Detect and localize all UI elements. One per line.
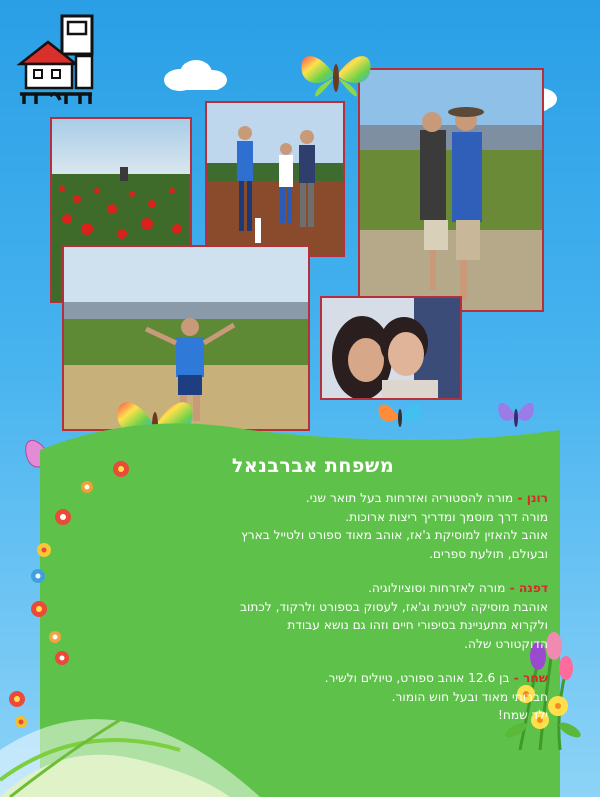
member-text: ובעולם, תולעת ספרים.: [429, 546, 548, 561]
member-block-shahar: [78, 669, 548, 725]
cloud-left: [158, 58, 230, 92]
member-text: ילד שמח!: [498, 708, 548, 722]
member-name: שחר: [523, 671, 548, 685]
photo-tree-planting: [205, 101, 345, 257]
member-text: אוהבת מוסיקה לטינית וג'אז, לעסוק בספורט ולרקוד, לכתוב: [239, 599, 548, 614]
photo-mother-son-selfie: [320, 296, 462, 400]
member-text: הדוקטורט שלה.: [464, 636, 548, 651]
member-block-ronen: [78, 489, 548, 563]
member-name: דפנה: [518, 581, 548, 595]
name-separator: -: [505, 581, 519, 595]
family-description: [78, 455, 548, 741]
flower-icon: [14, 715, 28, 729]
flower-icon: [48, 630, 62, 644]
member-text: מורה להסטוריה ואזרחות בעל תואר שני.: [305, 491, 514, 505]
photo-couple-hiking: [358, 68, 544, 312]
member-line: [78, 579, 548, 598]
flower-icon: [54, 650, 70, 666]
member-line: [78, 669, 548, 688]
flower-icon: [30, 600, 48, 618]
rainbow-butterfly-top-icon: [296, 44, 376, 106]
member-name: רונן: [526, 491, 548, 505]
name-separator: -: [509, 671, 524, 685]
flower-icon: [30, 568, 46, 584]
member-text: חברותי מאוד ובעל חוש הומור.: [391, 689, 548, 704]
flower-icon: [54, 508, 72, 526]
family-title: משפחת אברבנאל: [231, 455, 395, 477]
member-text: מורה לאזרחות וסוציולוגיה.: [368, 581, 506, 595]
member-text: אוהב להאזין למוסיקת ג'אז, אוהב מאוד ספורט ולטייל בארץ: [241, 528, 548, 542]
member-text: מורה דרך מוסמך ומדריך ריצות ארוכות.: [345, 509, 548, 524]
member-line: [78, 489, 548, 508]
member-text: בן 12.6 אוהב ספורט, טיולים ולשיר.: [324, 671, 510, 685]
flower-icon: [36, 542, 52, 558]
name-separator: -: [513, 491, 527, 505]
member-text: ולקרוא מתעניינת בסיפורי חיים וזהו גם נושא עבודת: [287, 618, 548, 632]
flower-icon: [8, 690, 26, 708]
member-block-dafna: [78, 579, 548, 653]
school-logo: [14, 12, 104, 107]
